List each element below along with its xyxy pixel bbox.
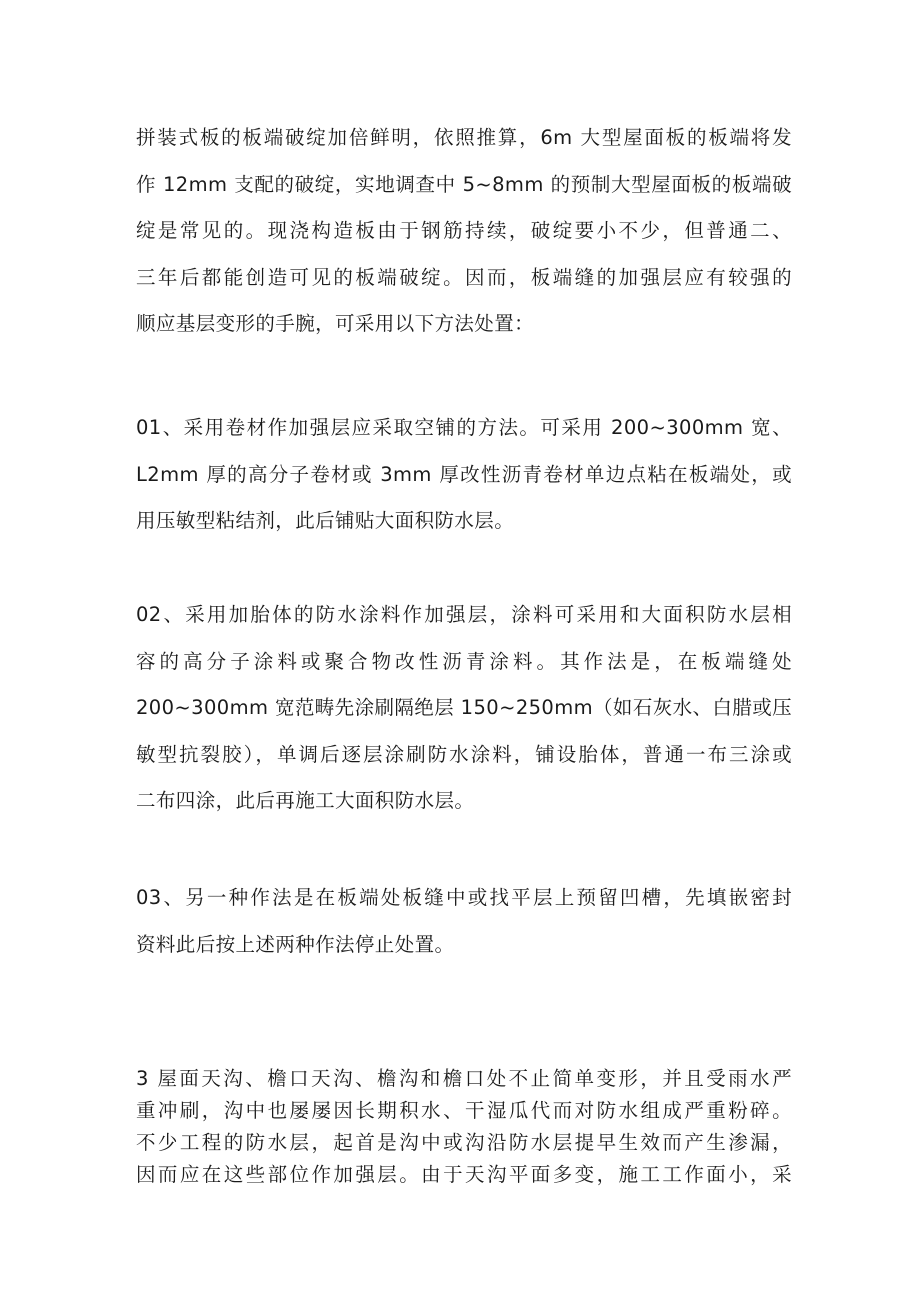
text-line: 绽是常见的。现浇构造板由于钢筋持续，破绽要小不少，但普通二、	[136, 219, 792, 242]
text-line: 容的高分子涂料或聚合物改性沥青涂料。其作法是，在板端缝处	[136, 649, 792, 673]
text-line: 不少工程的防水层，起首是沟中或沟沿防水层提早生效而产生渗漏，	[136, 1131, 792, 1154]
text-line: 拼装式板的板端破绽加倍鲜明，依照推算，6m 大型屋面板的板端将发	[136, 126, 792, 149]
text-line: 资料此后按上述两种作法停止处置。	[136, 932, 455, 956]
text-line: 顺应基层变形的手腕，可采用以下方法处置：	[136, 312, 535, 335]
text-line: 因而应在这些部位作加强层。由于天沟平面多变，施工工作面小，采	[136, 1163, 792, 1186]
paragraph-method-03	[136, 875, 792, 968]
text-line: 作 12mm 支配的破绽，实地调查中 5~8mm 的预制大型屋面板的板端破	[136, 172, 792, 196]
text-line: 03、另一种作法是在板端处板缝中或找平层上预留凹槽，先填嵌密封	[136, 886, 792, 909]
text-line: 重冲刷，沟中也屡屡因长期积水、干湿瓜代而对防水组成严重粉碎。	[136, 1099, 792, 1122]
text-line: 二布四涂，此后再施工大面积防水层。	[136, 789, 475, 812]
text-line: 3 屋面天沟、檐口天沟、檐沟和檐口处不止简单变形，并且受雨水严	[136, 1067, 792, 1090]
paragraph-method-01	[136, 405, 792, 545]
paragraph-board-end-cracks	[136, 115, 792, 348]
paragraph-method-02	[136, 592, 792, 825]
paragraph-gutter-eaves	[136, 1063, 792, 1191]
text-line: 200~300mm 宽范畴先涂刷隔绝层 150~250mm（如石灰水、白腊或压	[136, 696, 793, 719]
text-line: 01、采用卷材作加强层应采取空铺的方法。可采用 200~300mm 宽、	[136, 416, 792, 439]
text-line: 敏型抗裂胶），单调后逐层涂刷防水涂料，铺设胎体，普通一布三涂或	[136, 742, 792, 766]
text-line: 三年后都能创造可见的板端破绽。因而，板端缝的加强层应有较强的	[136, 265, 792, 289]
text-line: 02、采用加胎体的防水涂料作加强层，涂料可采用和大面积防水层相	[136, 603, 792, 626]
text-line: L2mm 厚的高分子卷材或 3mm 厚改性沥青卷材单边点粘在板端处，或	[136, 462, 792, 486]
text-line: 用压敏型粘结剂，此后铺贴大面积防水层。	[136, 509, 515, 532]
